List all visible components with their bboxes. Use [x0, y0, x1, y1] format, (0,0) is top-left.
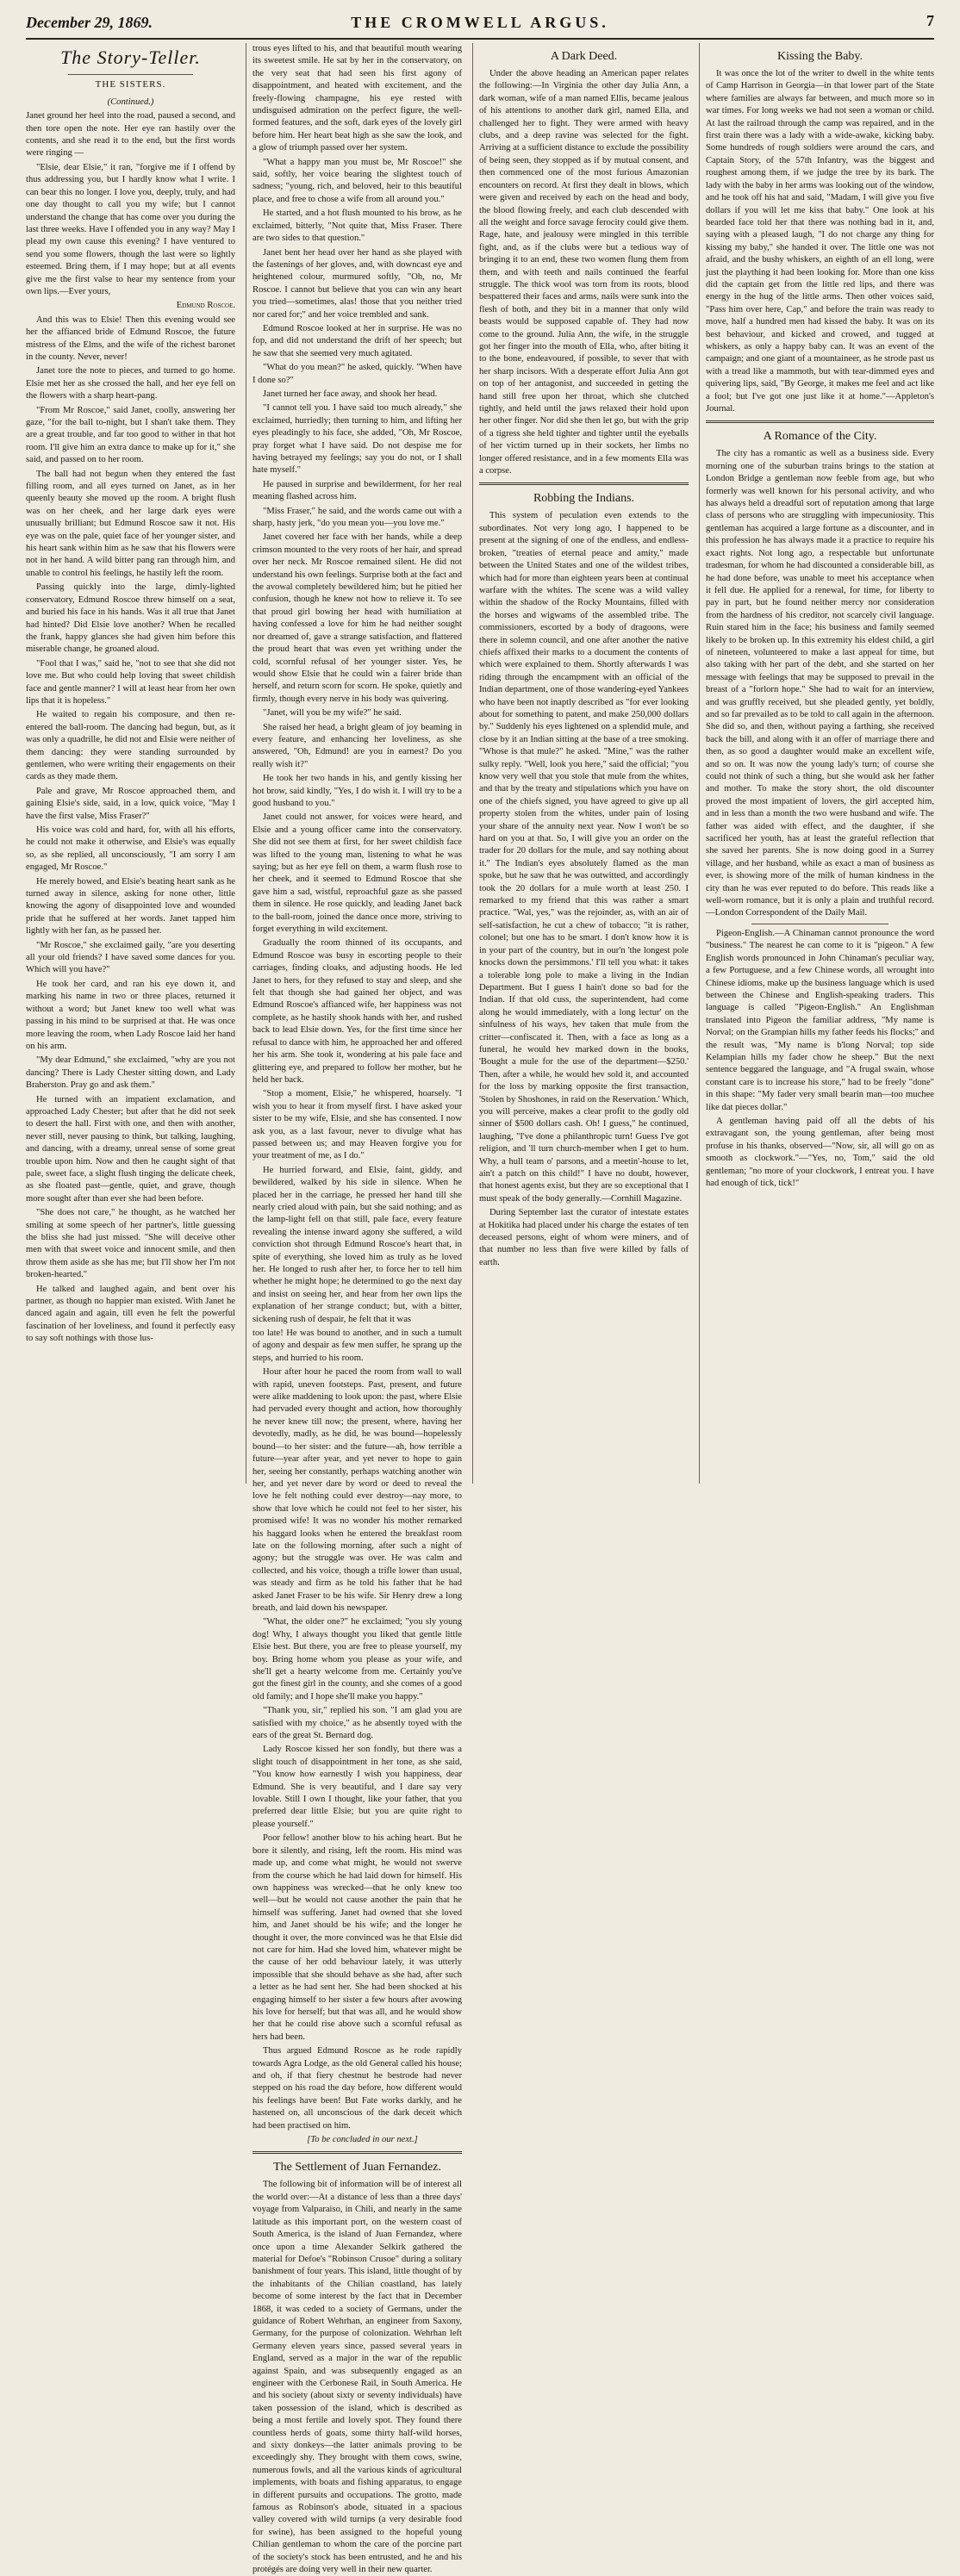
- paragraph: It was once the lot of the writer to dwell in the white tents of Camp Harrison in Georgia—in that lower part of the State where families are always far between, and much more so in war times. For long weeks we had not seen a woman or child. At last the railroad through the camp was repaired, and in the first train there was a lady with a wide-awake, kicking baby. Some hundreds of rough soldiers were around the cars, and Captain Story, of the 57th Infantry, was the biggest and roughest among them, if we judge the tree by its bark. The lady with the baby in her arms was looking out of the window, and he took off his hat and said, "Madam, I will give you five dollars if you will let me kiss that baby." One look at his bearded face told her that there was nothing bad in it, and, saying with a pleased laugh, "I do not charge any thing for kissing my baby," she handed it over. The little one was not afraid, and the bushy whiskers, an eighth of an ell long, were just the plaything it had been looking for. More than one kiss did the captain get from the little red lips, and there was energy in the hug of the little arms. Then other voices said, "Pass him over here, Cap," and before the train was ready to move, half a hundred men had kissed the baby. It was on its best behaviour, and kicked and crowed, and tugged at whiskers, as only a happy baby can. It was an event of the campaign; and one giant of a mountaineer, as he strode past us with a tread like a mammoth, but with tear-dimmed eyes and quivering lips, said, "By George, it makes me feel and act like a fool; but I've got one just like it at home."—Appleton's Journal.: [706, 69, 934, 414]
- column-1: [26, 43, 235, 1484]
- column-rule: [472, 43, 473, 1484]
- paragraph: "My dear Edmund," she exclaimed, "why are you not dancing? There is Lady Chester sitting down, and Lady Braherston. Pray go and ask them.": [26, 1055, 235, 1091]
- paragraph: During September last the curator of intestate estates at Hokitika had placed under his charge the estates of ten deceased persons, eight of whom were miners, and of that number no less than five were killed by falls of earth.: [479, 1208, 689, 1267]
- column-3-dark-deed: [479, 43, 689, 1484]
- paragraph: Passing quickly into the large, dimly-lighted conservatory, Edmund Roscoe threw himself on a seat, and buried his face in his hands. Was it all true that Janet had hinted? Did Elsie love another? When he recalled the frank, happy glances she had given him before this miserable change, he groaned aloud.: [26, 582, 235, 655]
- paragraph: "Elsie, dear Elsie," it ran, "forgive me if I offend by thus addressing you, but I hardly know what I write. I can bear this no longer. I love you, deeply, truly, and had one day thought to call you my wife; but I cannot understand the change that has come over you during the last three weeks. Have I offended you in any way? May I plead my own cause this evening? I have ventured to send you some flowers, though the last were so lightly esteemed. Bring them, if I may hope; but at all events give me the first valse to hear my sentence from your own lips.—Ever yours,: [26, 162, 235, 296]
- paragraph: Lady Roscoe kissed her son fondly, but there was a slight touch of disappointment in her tone, as she said, "You know how earnestly I wish you happiness, dear Edmund. She is very beautiful, and I dare say very lovable. Still I own I thought, like your father, that you preferred dear little Elsie; but you are quite right to please yourself.": [252, 1745, 462, 1829]
- article-title: A Dark Deed.: [550, 50, 618, 63]
- section-title: The Story-Teller.: [60, 47, 201, 68]
- paragraph: The following bit of information will be of interest all the world over:—At a distance of less than a three days' voyage from Valparaiso, in Chili, and nearly in the same latitude as this important port, on the western coast of South America, is the island of Juan Fernandez, where once upon a time Alexander Selkirk gathered the material for Defoe's "Robinson Crusoe" during a solitary banishment of four years. This island, little thought of by the inhabitants of the Chilian coastland, has lately become of some interest by the fact that in December 1868, it was ceded to a society of Germans, under the guidance of Robert Wehrhan, an engineer from Saxony, Germany, for the purpose of colonization. Wehrhan left Germany eleven years since, passed several years in England, served as a major in the war of the republic against Spain, and was subsequently engaged as an engineer with the Cerbonese Rail, in South America. He and his society (about sixty or seventy individuals) have taken possession of the island, which is described as being a most fertile and lovely spot. They found there countless herds of goats, some thirty half-wild horses, and sixty donkeys—the latter animals proving to be exceedingly shy. They brought with them cows, swine, numerous fowls, and all the various kinds of agricultural implements, with boats and fishing apparatus, to engage in different pursuits and occupations. The grotto, made famous as Robinson's abode, situated in a spacious valley covered with wild turnips (a very desirable food for swine), has been assigned to the hopeful young Chilian gentleman to whom the care of the porcine part of the society's stock has been entrusted, and he and his protégés are doing very well in their new quarter.: [252, 2180, 462, 2575]
- paragraph: "What a happy man you must be, Mr Roscoe!" she said, softly, her voice bearing the slightest touch of sadness; "young, rich, and beloved, heir to this beautiful place, and free to chose a wife from all around you.": [252, 157, 462, 204]
- letter-signature: Edmund Roscoe.: [176, 301, 235, 311]
- paragraph: Hour after hour he paced the room from wall to wall with rapid, uneven footsteps. Past, present, and future were alike maddening to look upon: the past, where Elsie had pervaded every thought and action, how thoroughly he never knew till now; the present, where, having her devotedly, madly, as he did, he was bound—hopelessly bound—to her sister: and the future—ah, how terrible a future—year after year, and yet never to hope to gain her, seeing her constantly, perhaps watching another win her, and yet never dare by word or deed to reveal the love he felt nothing could ever destroy—nay more, to show that love which he could not feel to her sister, his promised wife! It was no wonder his mother remarked his haggard looks when he entered the breakfast room late on the following morning, after such a night of agony; but the struggle was over. He was calm and collected, and his voice, though a trifle lower than usual, was steady and firm as he told his father that he had asked Janet Fraser to be his wife. Sir Henry drew a long breath, and laid down his newspaper.: [252, 1367, 462, 1613]
- article-title: Robbing the Indians.: [533, 492, 635, 506]
- article-title: Kissing the Baby.: [776, 50, 863, 63]
- divider: [68, 74, 194, 75]
- paragraph: Janet ground her heel into the road, paused a second, and then tore open the note. Her eye ran hastily over the contents, and she read it to the end, but the first words were ringing —: [26, 111, 235, 159]
- paragraph: trous eyes lifted to his, and that beautiful mouth wearing its sweetest smile. He sat by her in the conservatory, on the very seat that had seen his first agony of disappointment, and heated with excitement, and the freely-flowing champagne, his eye rested with undisguised admiration on the perfect figure, the well-formed features, and the soft, dark eyes of the lovely girl before him. Her heart beat high as she saw the look, and a glow of triumph passed over her system.: [252, 44, 462, 153]
- issue-date: December 29, 1869.: [26, 14, 153, 31]
- paragraph: He waited to regain his composure, and then re-entered the ball-room. The dancing had begun, but, as it was only a quadrille, he did not and Elsie were neither of them dancing: they were standing surrounded by gentlemen, who were writing their engagements on their cards as they made them.: [26, 710, 235, 782]
- column-4: [706, 43, 934, 1484]
- paragraph: He merely bowed, and Elsie's beating heart sank as he turned away in silence, asking for none other, little knowing the agony of disappointed love and wounded pride that he suffered at her words. Janet tapped him lightly with her fan, as he passed her.: [26, 876, 235, 936]
- paragraph: Under the above heading an American paper relates the following:—In Virginia the other day Julia Ann, a dark woman, wife of a man named Ellis, became jealous of his attentions to another dark girl, named Ella, and challenged her to fight. They were armed with heavy clubs, and a deep ravine was selected for the fight. Arriving at a sufficient distance to exclude the possibility of being seen, they stopped as if by mutual consent, and then commenced one of the most furious Amazonian encounters on record. At first they dealt in blows, which were given and received by each on the head and body, the blood flowing freely, and each club descended with all the weight and force savage ferocity could give them. Rage, hate, and jealousy were mingled in this terrible fight, and, as if the clubs were but a tedious way of bringing it to an end, these two women flung them from them, and with teeth and nails continued the fearful struggle. The thick wool was torn from its roots, blood bespattered their faces and arms, nails were sunk into the flesh of both, and they bit in a manner that only wild beasts would be supposed capable of. They had now come to the ground. Julia Ann, the wife, in the struggle got her finger into the mouth of Ella, who, after biting it to the bone, endeavoured, if possible, to sever that with her sharp incisors. With a desperate effort Julia Ann got on top of her antagonist, and succeeded in getting the hand still free upon her throat, which she clutched tightly, and held until the jaws relaxed their hold upon her other finger. Nor did she then let go, but with the grip of a tigress she held tighter and tighter until the eyeballs of her victim turned up in their sockets, her limbs no longer offered resistance, and in a few moments Ella was a corpse.: [479, 69, 689, 476]
- paragraph: Pale and grave, Mr Roscoe approached them, and gaining Elsie's side, said, in a low, quick voice, "May I have the first valse, Miss Fraser?": [26, 786, 235, 821]
- column-2: [252, 43, 463, 2575]
- divider: [252, 2151, 462, 2154]
- divider: [479, 482, 689, 485]
- paragraph: "What do you mean?" he asked, quickly. "When have I done so?": [252, 363, 462, 385]
- paragraph: The city has a romantic as well as a business side. Every morning one of the suburban trains brings to the station at London Bridge a gentleman now feeble from age, but who formerly was well known for his personal activity, and who has always held a dreadful sort of reputation among that large class of persons who are struggling with impecuniosity. This gentleman has acquired a large fortune as a discounter, and in this profession he has always made it a practice to require his exact rights. Not long ago, a respectable but unfortunate tradesman, for whom he had discounted a considerable bill, as he had done before, was unable to meet his acceptance when it fell due. He applied for a renewal, for time, for liberty to pay in part, but he found neither mercy nor consideration from the hardness of his creditor, not scarcely civil language. Ruin stared him in the face; his business and family seemed likely to be broken up. In this extremity his eldest child, a girl of nineteen, volunteered to make a last appeal for time, but also taking with her part of the debt, and she started on her message with feelings that may be supposed to prevail in the breast of a "forlorn hope." She had to wait for an interview, and was gruffly received, but she pleaded gently, yet boldly, and so far prevailed as to be told to call again in the afternoon. She did so, and then, without paying a farthing, she received back the bill, and along with it an offer of marriage there and then, as so good a daughter would make an excellent wife, and so on. It was now the young lady's turn; of course she could not think of such a thing, but she would ask her father and mother. To make the story short, the old discounter proved the most impatient of lovers, the girl accepted him, and in less than a month the two were husband and wife. The father was aided with effect, and the daughter, if she sacrificed her youth, has at least the grateful reflection that she saved her parents. She is now doing good in a Surrey village, and her husband, while as exact a man of business as ever, is showing more of the milk of human kindness in the city than he was ever reputed to do before. This reads like a well-worn romance, but it is only a plain and truthful record.—London Correspondent of the Daily Mail.: [706, 449, 934, 918]
- paragraph: Poor fellow! another blow to his aching heart. But he bore it silently, and rising, left the room. His mind was made up, and come what might, he would not swerve from the course which he had laid down for himself. His own happiness was wrecked—that he only knew too well—but he would not cause another the pain that he himself was suffering. Janet had owned that she loved him, and Janet should be his wife; and the longer he thought it over, the more convinced was he that Elsie did not care for him. Had she loved him, whatever might be the cause of her odd behaviour lately, it was utterly impossible that she should behave as she had, after such a letter as he had sent her. She had been shocked at his engaging himself to her sister a few hours after avowing his love for herself; but that was all, and he would show her that he could rise above such a scornful refusal as hers had been.: [252, 1833, 462, 2042]
- article-title: A Romance of the City.: [763, 430, 877, 444]
- paragraph: He talked and laughed again, and bent over his partner, as though no happier man existed. With Janet he danced again and again, till even he felt the powerful fascination of her loveliness, and found it perfectly easy to say soft nothings with those lus-: [26, 1284, 235, 1344]
- story-title: THE SISTERS.: [95, 78, 166, 90]
- paragraph: "Stop a moment, Elsie," he whispered, hoarsely. "I wish you to hear it from myself first. I have asked your sister to be my wife, Elsie, and she has consented. I now ask you, as a last favour, never to divulge what has passed between us; and may Heaven forgive you for your treatment of me, as I do.": [252, 1089, 462, 1161]
- paragraph: He took her two hands in his, and gently kissing her hot brow, said kindly, "Yes, I do wish it. I will try to be a good husband to you.": [252, 774, 462, 808]
- paragraph: Edmund Roscoe looked at her in surprise. He was no fop, and did not understand the drift of her speech; but he saw that she seemed very much agitated.: [252, 323, 462, 358]
- paragraph: He paused in surprise and bewilderment, for her real meaning flashed across him.: [252, 479, 462, 502]
- divider: [706, 420, 934, 423]
- paragraph: She raised her head, a bright gleam of joy beaming in every feature, and enhancing her loveliness, as she answered, "Oh, Edmund! are you in earnest? Do you really wish it?": [252, 722, 462, 769]
- article-title: The Settlement of Juan Fernandez.: [273, 2161, 441, 2175]
- paragraph: Janet turned her face away, and shook her head.: [263, 389, 438, 399]
- paragraph: And this was to Elsie! Then this evening would see her the affianced bride of Edmund Roscoe, the future mistress of the Elms, and the wife of the richest baronet in the county. Never, never!: [26, 314, 235, 362]
- column-rule: [699, 43, 700, 1484]
- paragraph: "Janet, will you be my wife?" he said.: [263, 708, 402, 719]
- paragraph: He turned with an impatient exclamation, and approached Lady Chester; but after that he did not seek to desert the hall. First with one, and then with another, never still, never pausing to think, but talking, laughing, and dancing, with a dreamy, unreal sense of some great trouble upon him. Now and then he caught sight of that pale, sweet face, a slight flush tinging the delicate cheek, as she floated past—gentle, quiet, and grave, though more sought after than ever she had been before.: [26, 1094, 235, 1204]
- paragraph: "She does not care," he thought, as he watched her smiling at some speech of her partner's, little guessing the bliss she had just missed. "She will deceive other men with that sweet voice and innocent smile, and then throw them aside as she has me; but I'll show her I'm not broken-hearted.": [26, 1208, 235, 1280]
- to-be-concluded-note: [To be concluded in our next.]: [307, 2135, 418, 2145]
- masthead: [26, 9, 934, 40]
- paragraph: Janet tore the note to pieces, and turned to go home. Elsie met her as she crossed the hall, and her eye fell on the flowers with a sharp heart-pang.: [26, 366, 235, 401]
- paragraph: "Fool that I was," said he, "not to see that she did not love me. But who could help loving that sweet childish face and gentle manner? I will at least hear from her own lips that it is hopeless.": [26, 658, 235, 706]
- paragraph: The ball had not begun when they entered the fast filling room, and all eyes turned on Janet, as in her queenly beauty she moved up the room. A bright flush was on her cheek, and her large dark eyes were unusually brilliant; but Edmund Roscoe saw it not. His eye was on the pale, quiet face of her younger sister, and his heart sank within him as he saw that his flowers were not in her hand. A wild bitter pang ran through him, and unable to control his feelings, he hastily left the room.: [26, 469, 235, 578]
- newspaper-title: THE CROMWELL ARGUS.: [351, 14, 609, 31]
- paragraph: Thus argued Edmund Roscoe as he rode rapidly towards Agra Lodge, as the old General called his house; and oh, if that fiery chestnut he bestrode had never stepped on his road the day before, how different would his feelings have been! But Fate works darkly, and he hastened on, all unconscious of the dark deceit which had been practised on him.: [252, 2046, 462, 2131]
- paragraph: Gradually the room thinned of its occupants, and Edmund Roscoe was busy in escorting people to their carriages, finding cloaks, and adjusting hoods. He led Janet to hers, for they refused to stay and sleep, and she felt that though she had gained her object, and was Edmund Roscoe's affianced wife, her happiness was not complete, as he hastily shook hands with her, and rushed back to lead Elsie down. Yes, for the first time since her refusal to dance with him, he approached her and offered her his arm. She took it, wondering at his pale face and glittering eye, and prepared to follow her mother, but he held her back.: [252, 938, 462, 1085]
- paragraph: Pigeon-English.—A Chinaman cannot pronounce the word "business." The nearest he can come to it is "pigeon." A few English words pronounced in John Chinaman's peculiar way, a few Portuguese, and a few Chinese words, all wrought into Chinese idioms, make up the business language which is used between the Chinese and English-speaking traders. This language is called "Pigeon-English." An Englishman translated into Pigeon the familiar address, "My name is Norval; on the Grampian hills my father feeds his flocks;" and the result was, "My name is b'long Norval; top side Kelampian hills my fader chow he sheep." But the next sentence beggared the language, and "A frugal swain, whose constant care is to increase his store," had to be freely "done" in this shape: "My fader very small bearin man—too muchee like dat pieces dollar.": [706, 928, 934, 1112]
- paragraph: Janet could not answer, for voices were heard, and Elsie and a young officer came into the conservatory. She did not see them at first, for her sweet childish face was lifted to the young man, listening to what he was saying; but as her eye fell on them, a warm flush rose to her cheek, and it seemed to Edmund Roscoe that she gave him a sad, wistful, reproachful gaze as she passed them in silence. He rose quickly, and leading Janet back to the ball-room, joined the dance once more, striving to forget everything in wild excitement.: [252, 812, 462, 935]
- paragraph: "I cannot tell you. I have said too much already," she exclaimed, hurriedly; then turning to him, and lifting her eyes pleadingly to his face, she added, "Oh, Mr Roscoe, pray forget what I have said. Do not despise me for having betrayed my feelings; say you do not, or I shall hate myself.": [252, 403, 462, 476]
- paragraph: "Miss Fraser," he said, and the words came out with a sharp, hasty jerk, "do you mean you—you love me.": [252, 506, 462, 529]
- paragraph: He started, and a hot flush mounted to his brow, as he exclaimed, bitterly, "Not quite that, Miss Fraser. There are two sides to that question.": [252, 208, 462, 244]
- paragraph: He took her card, and ran his eye down it, and marking his name in two or three places, returned it without a word; but Janet knew too well what was passing in his mind to be surprised at that. He was once more leaving the room, when Lady Roscoe laid her hand on his arm.: [26, 979, 235, 1051]
- paragraph: His voice was cold and hard, for, with all his efforts, he could not make it otherwise, and Elsie's was equally so, as she replied, all unconsciously, "I am sorry I am engaged, Mr Roscoe.": [26, 825, 235, 873]
- paragraph: Janet bent her head over her hand as she played with the fastenings of her gloves, and, with downcast eye and heightened colour, murmured softly, "Oh, no, Mr Roscoe. I cannot but believe that you can win any heart you tried—sometimes, alas! those that you neither tried nor cared for;" and her voice trembled and sank.: [252, 247, 462, 320]
- paragraph: A gentleman having paid off all the debts of his extravagant son, the young gentleman, after being most profuse in his thanks, observed—"Now, sir, all will go on as smooth as clockwork."—"Yes, no, Tom," said the old gentleman; "no more of your clockwork, I entreat you. I have had enough of tick, tick!": [706, 1116, 934, 1188]
- continued-label: (Continued.): [107, 96, 154, 107]
- paragraph: "What, the older one?" he exclaimed; "you sly young dog! Why, I always thought you liked that gentle little Elsie best. But there, you are free to please yourself, my boy. Bring home whom you please as your wife, and she'll get a hearty welcome from me. Certainly you've got the finest girl in the county, and she comes of a good old family; and I hope she'll make you happy.": [252, 1617, 462, 1702]
- paragraph: This system of peculation even extends to the subordinates. Not very long ago, I happened to be present at the signing of one of the endless, and endless-broken, "treaties of eternal peace and amity," made between the United States and one of the wildest tribes, which had for more than eighteen years been at continual warfare with the whites. The scene was a wild valley within the shadow of the Rocky Mountains, filled with the horses and wigwams of the assembled tribe. The commissioners, escorted by a body of dragoons, were there in solemn council, and one after another the native chiefs affixed their marks to a document the contents of which were explained to them. Shortly afterwards I was riding through the encampment with an official of the Indian department, one of those wandering-eyed Yankees who have been not inaptly described as "for ever looking about for something to patent, and make 250,000 dollars by." Suddenly his eyes lightened on a splendid mule, and close by it an Indian sitting at the base of a tree smoking. "Whose is that mule?" he asked. "Mine," was the rather sulky reply. "Well, look you here," said the official; "you know very well that you stole that mule from the whites, and that by the treaty and stipulations which you have on one of the chiefs signed, you have agreed to give up all property stolen from the whites, under pain of losing your share of the annuity next year. Now I won't be so hard on you at that. So, I will give you an order on the trader for 20 dollars for the mule, and say nothing about it." The Indian's eyes absolutely flamed as the man spoke, but he saw that he was outwitted, and accordingly took the 20 dollars for a mule worth at least 250. I remarked to my friend that this was rather a smart practice. "Wal, yes," was the rejoinder, as, with an air of self-satisfaction, he cut a chew of tobacco; "it is rather, colonel; but one has to be smart. I don't know how it is in your part of the country, but in our'n 'the longest pole knocks down the persimmons.' I'll tell you what: it takes a tolerable long pole to make a living in the Indian Department. But I guess I hain't done so bad for the Indian. If that old cuss, the superintendent, had come along he would immediately, with a long lectur' on the sinfulness of his ways, hev taken that mule from the critter—confiscated it. Then, with a face as long as a funeral, he would hev marked down in the books, 'Bought a mule for the use of the department—$250.' Then, after a while, he would hev sold it, and accounted for the loss by marking opposite the first transaction, 'Stolen by Shoshones, in raid on the Reservation.' Which, you will perceive, makes a clear profit to the godly old sinner of $500 dollars cash. Oh! I guess," he continued, laughing, "I've done a philanthropic turn! Guess I've got religion, and 'll turn church-member when I get to hum. Why, a hull team o' parsons, and a meetin'-house to let, ain't a patch on this child!" I have no doubt, however, that honest agents exist, but they are so exceptional that I must speak of the body generally.—Cornhill Magazine.: [479, 511, 689, 1204]
- paragraph: "Mr Roscoe," she exclaimed gaily, "are you deserting all your old friends? I have saved some dances for you. Which will you have?": [26, 940, 235, 975]
- page-number: 7: [926, 12, 934, 29]
- paragraph: He hurried forward, and Elsie, faint, giddy, and bewildered, walked by his side in silence. When he placed her in the carriage, he pressed her hand till she nearly cried aloud with pain, but she said nothing; and as the lamp-light fell on that still, pale face, every feature revealing the intense inward agony she suffered, a wild conviction shot through Edmund Roscoe's heart that, in spite of everything, she loved him as truly as he loved her. He longed to rush after her, to force her to tell him whether he might hope; he determined to go the next day and insist on seeing her, and hear from her own lips the explanation of her strange conduct; but, with a bitter, sickening rush of despair, he felt that it was: [252, 1165, 462, 1324]
- paragraph: Janet covered her face with her hands, while a deep crimson mounted to the very roots of her hair, and spread over her neck. Mr Roscoe remained silent. He did not understand his own feelings. Surprise both at the fact and the avowal completely bewildered him; but he pitied her confusion, though he knew not how to relieve it. To see that proud girl bowing her head with humiliation at having confessed a love for him he had neither sought nor dreamed of, gave a strange satisfaction, and flattered the proud heart that was even yet writhing under the cold, scornful refusal of her younger sister. Yes, he would show Elsie that he could win a fairer bride than herself, and return scorn for scorn. He spoke, quietly and firmly, though every nerve in his body was quivering.: [252, 532, 463, 704]
- paragraph: "From Mr Roscoe," said Janet, coolly, answering her gaze, "for the ball to-night, but I shan't take them. They are a great trouble, and far too good to wither in that hot room. I'll give him an extra dance to make up for it," she said, and passed on to her room.: [26, 405, 235, 465]
- paragraph: "Thank you, sir," replied his son. "I am glad you are satisfied with my choice," as he absently toyed with the ears of the great St. Bernard dog.: [252, 1706, 462, 1741]
- paragraph: too late! He was bound to another, and in such a tumult of agony and despair as few men suffer, he sprang up the steps, and hurried to his room.: [252, 1328, 462, 1363]
